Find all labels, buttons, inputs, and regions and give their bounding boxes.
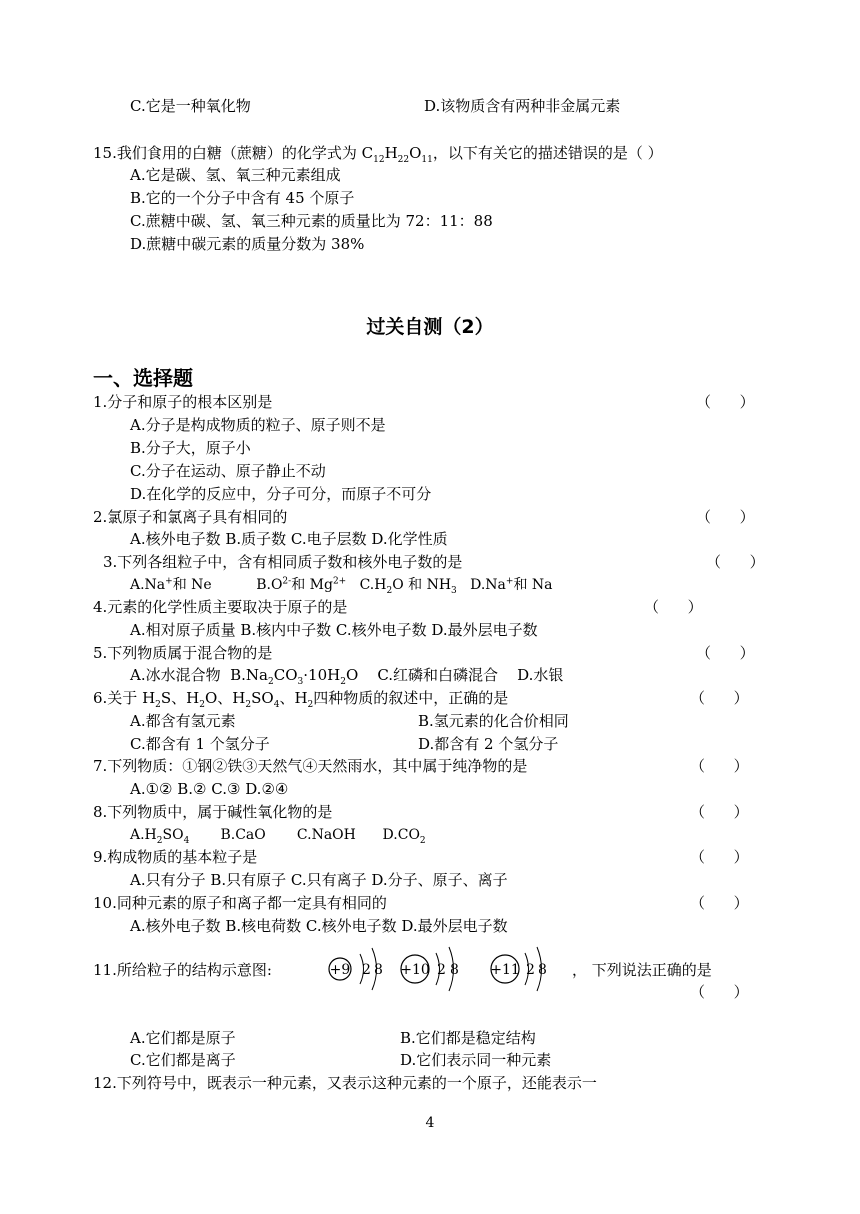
prev-option-c: C.它是一种氧化物 [130,97,251,115]
q10-answer-paren: （ ） [690,894,749,912]
q3-answer-paren: （ ） [706,553,765,571]
q15-option-a: A.它是碳、氢、氧三种元素组成 [130,166,341,184]
q15-stem: 15.我们食用的白糖（蔗糖）的化学式为 $C_{12}H_{22}O_{11}$，以下有关它的描述错误的是（ ） [93,144,663,165]
q6-option-d: D.都含有 2 个氢分子 [418,735,559,753]
page-number: 4 [425,1115,435,1131]
atom-diagram-1-shell-2: 8 [374,962,383,978]
q3-stem: 3.下列各组粒子中，含有相同质子数和核外电子数的是 [103,553,463,571]
q11-answer-paren: （ ） [690,983,749,1001]
q9-stem: 9.构成物质的基本粒子是 [93,848,258,866]
atom-diagram-1-shell-1: 2 [362,962,371,978]
q15-option-d: D.蔗糖中碳元素的质量分数为 38% [130,235,365,253]
q6-stem: 6.关于 $H_2S$、$H_2O$、$H_2SO_4$、$H_2$四种物质的叙述中，正确的是 [93,689,509,710]
q11-option-a: A.它们都是原子 [130,1029,236,1047]
page-title: 过关自测（2） [366,316,494,338]
q2-answer-paren: （ ） [696,508,755,526]
q4-stem: 4.元素的化学性质主要取决于原子的是 [93,598,348,616]
q9-answer-paren: （ ） [690,848,749,866]
q3-options: A.Na+和 Ne $B.O^{2-}$和 $Mg^{2+}$ $C.H_2O$ 和 $NH_3$ D.Na+和 Na [130,576,553,596]
q10-options: A.核外电子数 B.核电荷数 C.核外电子数 D.最外层电子数 [130,917,508,935]
q9-options: A.只有分子 B.只有原子 C.只有离子 D.分子、原子、离子 [130,871,508,889]
atom-diagram-2-shell-2: 8 [450,962,459,978]
q1-stem: 1.分子和原子的根本区别是 [93,393,273,411]
q5-answer-paren: （ ） [696,644,755,662]
q11-option-c: C.它们都是离子 [130,1051,236,1069]
q1-answer-paren: （ ） [696,393,755,411]
atom-diagram-1 [329,948,383,990]
q12-stem: 12.下列符号中，既表示一种元素，又表示这种元素的一个原子，还能表示一 [93,1074,597,1092]
q15-option-b: B.它的一个分子中含有 45 个原子 [130,189,355,207]
q6-option-a: A.都含有氢元素 [130,712,236,730]
atom-diagram-2-nucleus: +10 [400,962,430,978]
atom-diagram-3-shell-2: 8 [538,962,547,978]
q7-stem: 7.下列物质：①钢②铁③天然气④天然雨水，其中属于纯净物的是 [93,757,528,775]
q6-option-c: C.都含有 1 个氢分子 [130,735,270,753]
q10-stem: 10.同种元素的原子和离子都一定具有相同的 [93,894,387,912]
q7-answer-paren: （ ） [690,757,749,775]
q6-answer-paren: （ ） [690,689,749,707]
q11-option-b: B.它们都是稳定结构 [400,1029,536,1047]
atom-diagram-3-shell-1: 2 [526,962,535,978]
q7-options: A.①② B.② C.③ D.②④ [130,780,289,798]
q5-stem: 5.下列物质属于混合物的是 [93,644,273,662]
q4-answer-paren: （ ） [644,598,703,616]
q8-options: $A.H_2SO_4$ B.CaO C.NaOH $D.CO_2$ [130,827,426,846]
q11-stem: 11.所给粒子的结构示意图: [93,961,272,979]
q11-stem-tail: ， 下列说法正确的是 [572,961,712,979]
q4-options: A.相对原子质量 B.核内中子数 C.核外电子数 D.最外层电子数 [130,621,538,639]
atomic-structure-diagrams [320,942,560,1002]
atom-diagram-3-nucleus: +11 [490,962,520,978]
atom-diagram-2 [400,947,459,991]
q5-options: A.冰水混合物 $B.Na_2CO_3\cdot 10H_2O$ C.红磷和白磷混合 D.水银 [130,666,564,687]
q2-stem: 2.氯原子和氯离子具有相同的 [93,508,288,526]
q2-options: A.核外电子数 B.质子数 C.电子层数 D.化学性质 [130,530,448,548]
atom-diagram-3 [490,947,547,991]
q15-option-c: C.蔗糖中碳、氢、氧三种元素的质量比为 72：11：88 [130,212,493,230]
q1-option-b: B.分子大，原子小 [130,439,251,457]
q8-answer-paren: （ ） [690,803,749,821]
section-heading: 一、选择题 [93,366,193,390]
atom-diagram-1-nucleus: +9 [329,962,351,978]
prev-option-d: D.该物质含有两种非金属元素 [424,97,621,115]
q1-option-c: C.分子在运动、原子静止不动 [130,462,326,480]
q1-option-a: A.分子是构成物质的粒子、原子则不是 [130,416,386,434]
q11-option-d: D.它们表示同一种元素 [400,1051,552,1069]
q1-option-d: D.在化学的反应中，分子可分，而原子不可分 [130,485,432,503]
q8-stem: 8.下列物质中，属于碱性氧化物的是 [93,803,333,821]
q6-option-b: B.氢元素的化合价相同 [418,712,569,730]
atom-diagram-2-shell-1: 2 [437,962,446,978]
